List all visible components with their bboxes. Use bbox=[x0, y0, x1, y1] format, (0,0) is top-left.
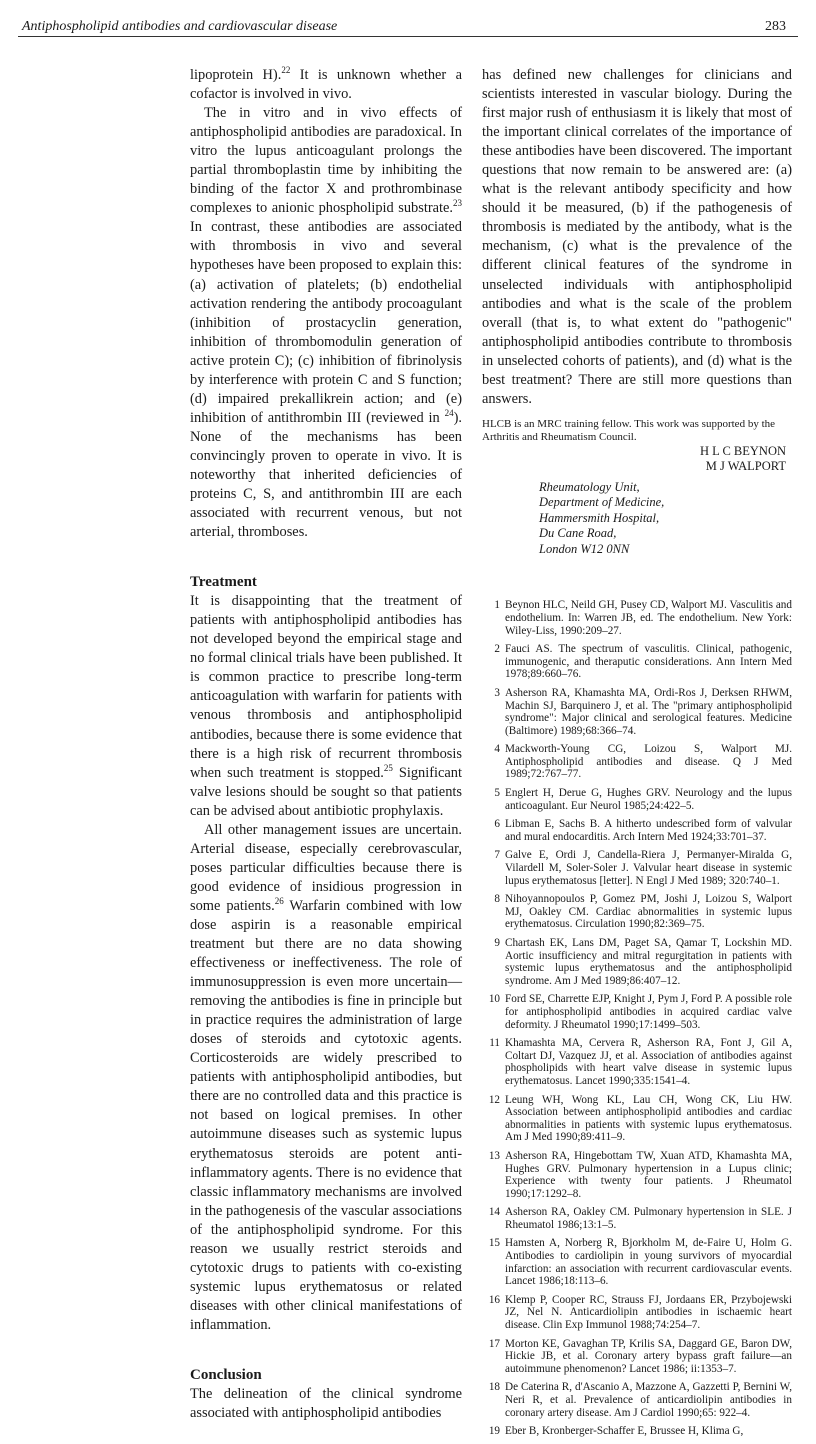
citation-25: 25 bbox=[383, 762, 393, 773]
reference-item: 6 Libman E, Sachs B. A hitherto undescribed form of valvular and mural endocarditis. Arch Intern Med 1924;33:701–37. bbox=[494, 818, 792, 843]
page-number: 283 bbox=[765, 19, 786, 34]
author-name: M J WALPORT bbox=[705, 458, 786, 473]
reference-item: 3 Asherson RA, Khamashta MA, Ordi-Ros J, Derksen RHWM, Machin SJ, Barquinero J, et al. The "primary antiphospholipid syndrome": Major clinical and serological features. Medicine (Baltimore) 1989;68:366–74. bbox=[494, 686, 792, 737]
address-line: London W12 0NN bbox=[539, 541, 630, 556]
author-list bbox=[482, 444, 792, 474]
header-rule bbox=[18, 36, 798, 37]
paragraph-paradoxical-effects: The in vitro and in vivo effects of antiphospholipid antibodies are paradoxical. In vitro the lupus anticoagulant prolongs the partial thromboplastin time by inhibiting the binding of the factor X and prothrombinase complexes to anionic phospholipid substrate.$^{23}$ In contrast, these antibodies are associated with thrombosis in vivo and several hypotheses have been proposed to explain this: (a) activation of platelets; (b) endothelial activation rendering the antibody procoagulant (inhibition of prostacyclin generation, inhibition of thrombomodulin generation of active protein C); (c) inhibition of fibrinolysis by interference with protein C and S function; (d) impaired prekallikrein action; and (e) inhibition of antithrombin III (reviewed in $^{24}$). None of the mechanisms has been convincingly proven to operate in vivo. It is noteworthy that inherited deficiencies of proteins C, S, and antithrombin III are each associated with recurrent venous, but not arterial, thromboses. bbox=[190, 105, 462, 541]
citation-24: 24 bbox=[444, 408, 454, 419]
reference-list bbox=[482, 599, 792, 1437]
citation-22: 22 bbox=[281, 65, 291, 76]
reference-item: 17 Morton KE, Gavaghan TP, Krilis SA, Daggard GE, Baron DW, Hickie JB, et al. Coronary artery bypass graft failure—an autoimmune phenomenon? Lancet 1986; ii:1353–7. bbox=[488, 1337, 792, 1375]
address-line: Hammersmith Hospital, bbox=[539, 510, 660, 525]
reference-item: 12 Leung WH, Wong KL, Lau CH, Wong CK, Liu HW. Association between antiphospholipid antibodies and cardiac abnormalities in patients with systemic lupus erythematosus. Am J Med 1990;89:411–9. bbox=[488, 1093, 792, 1144]
reference-item: 9 Chartash EK, Lans DM, Paget SA, Qamar T, Lockshin MD. Aortic insufficiency and mitral regurgitation in patients with systemic lupus erythematosus and the antiphospholipid syndrome. Am J Med 1989;86:407–12. bbox=[494, 937, 792, 987]
left-column bbox=[190, 66, 462, 1423]
reference-item: 8 Nihoyannopoulos P, Gomez PM, Joshi J, Loizou S, Walport MJ, Oakley CM. Cardiac abnormalities in systemic lupus erythematosus. Circulation 1990;82:369–75. bbox=[494, 893, 792, 931]
treatment-heading: Treatment bbox=[190, 574, 257, 591]
paragraph-conclusion-continued: has defined new challenges for clinicians and scientists interested in vascular biology. During the first major rush of enthusiasm it is likely that most of the important clinical correlates of the importance of these antibodies have been discovered. The important questions that now remain to be answered are: (a) what is the relevant antibody specificity and how should it be measured, (b) if the pathogenesis of thrombosis is mediated by the antibody, what is the mechanism, (c) what is the prevalence of the different clinical features of the syndrome in unselected individuals with antiphospholipid antibodies and what is the scale of the problem overall (that is, to what extent do "pathogenic" antiphospholipid antibodies contribute to thrombosis in unselected cohorts of patients), and (d) what is the best treatment? There are still more questions than answers. bbox=[482, 67, 792, 407]
address-line: Rheumatology Unit, bbox=[539, 479, 640, 494]
author-address bbox=[539, 480, 792, 558]
conclusion-heading: Conclusion bbox=[190, 1367, 262, 1383]
paragraph-conclusion: The delineation of the clinical syndrome associated with antiphospholipid antibodies bbox=[190, 1386, 462, 1422]
page-header bbox=[0, 0, 816, 40]
reference-item: 19 Eber B, Kronberger-Schaffer E, Brussee H, Klima G, bbox=[488, 1425, 744, 1438]
author-name: H L C BEYNON bbox=[700, 443, 786, 458]
paragraph-cofactor: lipoprotein H).$^{22}$ It is unknown whether a cofactor is involved in vivo. bbox=[190, 65, 462, 103]
reference-item: 5 Englert H, Derue G, Hughes GRV. Neurology and the lupus anticoagulant. Eur Neurol 1985;24:422–5. bbox=[494, 787, 792, 812]
citation-26: 26 bbox=[274, 896, 284, 907]
reference-item: 1 Beynon HLC, Neild GH, Pusey CD, Walport MJ. Vasculitis and endothelium. In: Warren JB, ed. The endothelium. New York: Wiley-Liss, 1990:209–27. bbox=[494, 599, 792, 637]
paragraph-management: All other management issues are uncertain. Arterial disease, especially cerebrovascular, poses particular difficulties because there is good evidence of insidious progression in some patients.$^{26}$ Warfarin combined with low dose aspirin is a reasonable empirical treatment but there are no data showing effectiveness or ineffectiveness. The role of immunosuppression is even more uncertain—removing the antibodies is fine in principle but in practice requires the administration of large doses of steroids and cytotoxic agents. Corticosteroids are widely prescribed to patients with antiphospholipid antibodies, but there are no controlled data and this practice is not based on logical premises. In other autoimmune diseases such as systemic lupus erythematosus steroids are potent anti-inflammatory agents. There is no evidence that classic inflammatory mechanisms are involved in the pathogenesis of the vascular associations of the antiphospholipid syndrome. For this reason we usually restrict steroids and cytotoxic drugs to patients with co-existing systemic lupus erythematosus or related diseases with other clinical manifestations of inflammation. bbox=[190, 821, 462, 1333]
address-line: Department of Medicine, bbox=[539, 495, 665, 510]
reference-item: 2 Fauci AS. The spectrum of vasculitis. Clinical, pathogenic, immunogenic, and theraputic considerations. Ann Intern Med 1978;89:660–76. bbox=[494, 643, 792, 681]
reference-item: 15 Hamsten A, Norberg R, Bjorkholm M, de-Faire U, Holm G. Antibodies to cardiolipin in young survivors of myocardial infarction: an association with recurrent cardiovascular events. Lancet 1986;18:113–6. bbox=[488, 1237, 792, 1288]
reference-item: 7 Galve E, Ordi J, Candella-Riera J, Permanyer-Miralda G, Vilardell M, Soler-Soler J. Valvular heart disease in systemic lupus erythematosus [letter]. N Engl J Med 1989; 320:740–1. bbox=[494, 849, 792, 887]
address-line: Du Cane Road, bbox=[539, 526, 617, 541]
acknowledgement: HLCB is an MRC training fellow. This work was supported by the Arthritis and Rheumatism Council. bbox=[482, 417, 776, 443]
running-title: Antiphospholipid antibodies and cardiovascular disease bbox=[22, 19, 338, 34]
reference-item: 18 De Caterina R, d'Ascanio A, Mazzone A, Gazzetti P, Bernini W, Neri R, et al. Prevalence of anticardiolipin antibodies in coronary artery disease. Am J Cardiol 1990;65: 922–4. bbox=[488, 1381, 792, 1419]
reference-item: 16 Klemp P, Cooper RC, Strauss FJ, Jordaans ER, Przybojewski JZ, Nel N. Anticardiolipin antibodies in ischaemic heart disease. Clin Exp Immunol 1988;74:254–7. bbox=[488, 1293, 792, 1332]
reference-item: 14 Asherson RA, Oakley CM. Pulmonary hypertension in SLE. J Rheumatol 1986;13:1–5. bbox=[488, 1206, 792, 1231]
reference-item: 11 Khamashta MA, Cervera R, Asherson RA, Font J, Gil A, Coltart DJ, Vazquez JJ, et al. Association of antibodies against phospholipids with heart valve disease in systemic lupus erythematosus. Lancet 1990;335:1541–4. bbox=[489, 1037, 792, 1087]
paragraph-treatment: It is disappointing that the treatment of patients with antiphospholipid antibodies has not developed beyond the empirical stage and no formal clinical trials have been published. It is common practice to prescribe long-term anticoagulation with warfarin for patients with venous thrombosis and antiphospholipid antibodies, because there is some evidence that there is a high risk of recurrent thrombosis when such treatment is stopped.$^{25}$ Significant valve lesions should be sought so that patients can be advised about antibiotic prophylaxis. bbox=[190, 593, 462, 819]
reference-item: 13 Asherson RA, Hingebottam TW, Xuan ATD, Khamashta MA, Hughes GRV. Pulmonary hypertension in a Lupus clinic; Experience with twenty four patients. J Rheumatol 1990;17:1292–8. bbox=[488, 1149, 792, 1200]
citation-23: 23 bbox=[453, 198, 462, 209]
right-column bbox=[482, 66, 792, 1444]
reference-item: 10 Ford SE, Charrette EJP, Knight J, Pym J, Ford P. A possible role for antiphospholipid antibodies in acquired cardiac valve deformity. J Rheumatol 1990;17:1499–503. bbox=[488, 993, 792, 1031]
reference-item: 4 Mackworth-Young CG, Loizou S, Walport MJ. Antiphospholipid antibodies and disease. Q J Med 1989;72:767–77. bbox=[494, 743, 792, 781]
